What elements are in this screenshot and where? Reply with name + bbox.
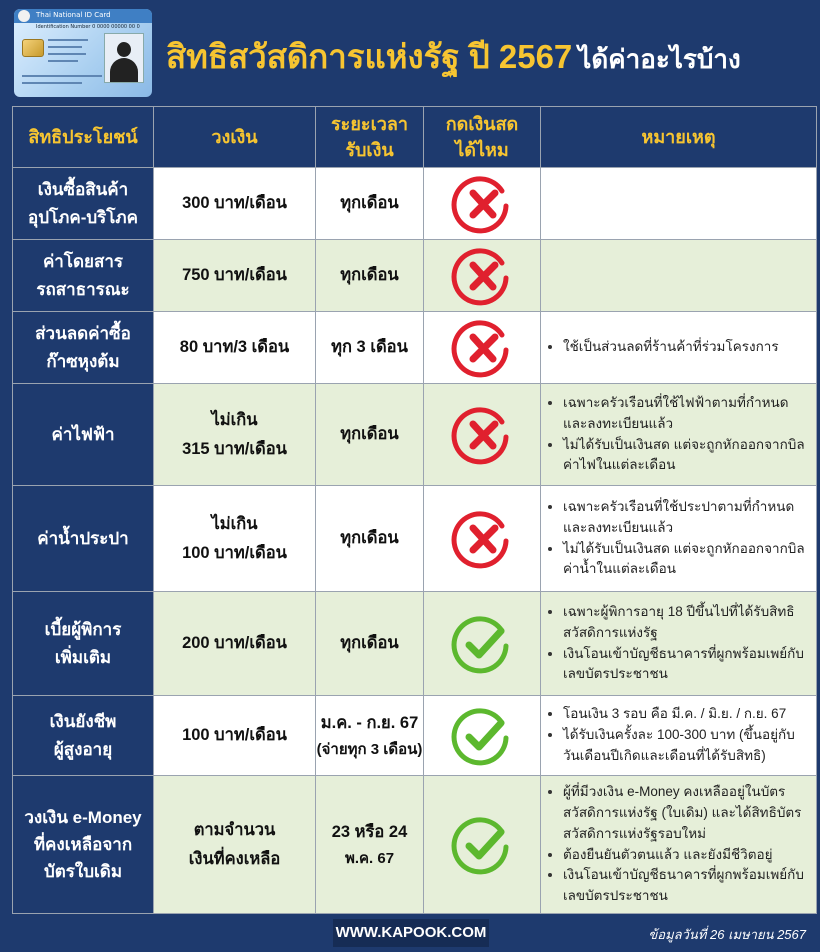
- table-row: [13, 776, 817, 914]
- note-item: • ไม่ได้รับเป็นเงินสด แต่จะถูกหักออกจากบิลค่าไฟในแต่ละเดือน: [563, 435, 810, 477]
- cash-cell: [424, 168, 541, 240]
- cross-icon: [451, 317, 513, 379]
- benefit-line: ค่าน้ำประปา: [37, 528, 129, 548]
- benefit-line: ก๊าซหุงต้ม: [46, 351, 120, 371]
- period-cell: [316, 312, 424, 384]
- benefit-line: ที่คงเหลือจาก: [33, 834, 133, 854]
- col-header-period-line: ระยะเวลา: [331, 113, 408, 134]
- amount-line: 100 บาท/เดือน: [182, 726, 287, 745]
- note-item: • ใช้เป็นส่วนลดที่ร้านค้าที่ร่วมโครงการ: [563, 337, 810, 358]
- page-title: [166, 30, 741, 83]
- note-item: • เงินโอนเข้าบัญชีธนาคารที่ผูกพร้อมเพย์กับเลขบัตรประชาชน: [563, 644, 810, 686]
- id-card-line: [22, 82, 82, 84]
- period-cell: [316, 240, 424, 312]
- cross-icon: [451, 245, 513, 307]
- notes-list: [549, 393, 810, 477]
- table-header-row: [13, 107, 817, 168]
- period-cell: [316, 776, 424, 914]
- col-header-benefit: [13, 107, 154, 168]
- amount-line: 315 บาท/เดือน: [182, 439, 287, 458]
- note-item: • ต้องยืนยันตัวตนแล้ว และยังมีชีวิตอยู่: [563, 845, 810, 866]
- id-card-title: Thai National ID Card: [36, 11, 111, 19]
- cash-cell: [424, 240, 541, 312]
- col-header-period: [316, 107, 424, 168]
- amount-cell: [154, 696, 316, 776]
- col-header-amount-label: วงเงิน: [211, 126, 258, 147]
- amount-line: ไม่เกิน: [211, 515, 258, 534]
- person-silhouette-icon: [104, 33, 144, 83]
- note-item: • ได้รับเงินครั้งละ 100-300 บาท (ขึ้นอยู่กับวันเดือนปีเกิดและเดือนที่ได้รับสิทธิ): [563, 725, 810, 767]
- id-card-line: [48, 46, 82, 48]
- benefit-line: ค่าโดยสาร: [42, 252, 124, 272]
- table-body: [13, 168, 817, 914]
- amount-cell: [154, 592, 316, 696]
- period-cell: [316, 696, 424, 776]
- id-card-line: [48, 53, 86, 55]
- notes-list: [549, 497, 810, 581]
- benefit-line: เงินยังชีพ: [49, 712, 117, 732]
- benefit-cell: [13, 486, 154, 592]
- benefit-cell: [13, 312, 154, 384]
- note-item: • โอนเงิน 3 รอบ คือ มี.ค. / มิ.ย. / ก.ย. 67: [563, 704, 810, 725]
- period-line: ทุกเดือน: [340, 634, 399, 653]
- col-header-cash-line: กดเงินสด: [445, 113, 519, 134]
- table-row: [13, 168, 817, 240]
- cash-cell: [424, 696, 541, 776]
- check-icon: [451, 613, 513, 675]
- amount-line: 300 บาท/เดือน: [182, 194, 287, 213]
- amount-line: 200 บาท/เดือน: [182, 634, 287, 653]
- benefit-cell: [13, 240, 154, 312]
- col-header-notes-label: หมายเหตุ: [641, 126, 716, 147]
- period-line: พ.ค. 67: [344, 849, 395, 867]
- period-cell: [316, 168, 424, 240]
- table-row: [13, 312, 817, 384]
- cash-cell: [424, 486, 541, 592]
- amount-line: 80 บาท/3 เดือน: [179, 338, 290, 357]
- amount-line: 100 บาท/เดือน: [182, 543, 287, 562]
- cross-icon: [451, 404, 513, 466]
- col-header-amount: [154, 107, 316, 168]
- period-cell: [316, 384, 424, 486]
- period-line: ทุกเดือน: [340, 529, 399, 548]
- benefit-cell: [13, 696, 154, 776]
- id-card-illustration: [14, 9, 152, 97]
- check-icon: [451, 705, 513, 767]
- table-row: [13, 696, 817, 776]
- notes-list: [549, 782, 810, 908]
- benefit-cell: [13, 168, 154, 240]
- period-line: ทุกเดือน: [340, 194, 399, 213]
- note-item: • ผู้ที่มีวงเงิน e-Money คงเหลืออยู่ในบัตรสวัสดิการแห่งรัฐ (ใบเดิม) และได้สิทธิบัตรสวัสดิการแห่งรัฐรอบใหม่: [563, 782, 810, 845]
- notes-cell: [541, 696, 817, 776]
- notes-cell: [541, 312, 817, 384]
- col-header-benefit-label: สิทธิประโยชน์: [28, 126, 138, 147]
- benefit-line: ค่าไฟฟ้า: [51, 424, 115, 444]
- col-header-period-line: รับเงิน: [345, 140, 394, 160]
- check-icon: [451, 814, 513, 876]
- amount-cell: [154, 312, 316, 384]
- notes-cell: [541, 168, 817, 240]
- col-header-cash-line: ได้ไหม: [455, 140, 509, 160]
- benefit-line: วงเงิน e-Money: [24, 807, 142, 827]
- id-card-line: [48, 39, 88, 41]
- amount-line: ตามจำนวน: [193, 821, 276, 840]
- amount-line: เงินที่คงเหลือ: [188, 849, 281, 868]
- period-line: ทุกเดือน: [340, 266, 399, 285]
- col-header-cash: [424, 107, 541, 168]
- cross-icon: [451, 173, 513, 235]
- note-item: • ไม่ได้รับเป็นเงินสด แต่จะถูกหักออกจากบิลค่าน้ำในแต่ละเดือน: [563, 539, 810, 581]
- note-item: • เฉพาะครัวเรือนที่ใช้ประปาตามที่กำหนดและลงทะเบียนแล้ว: [563, 497, 810, 539]
- period-cell: [316, 592, 424, 696]
- cash-cell: [424, 384, 541, 486]
- id-card-number-value: 0 0000 00000 00 0: [92, 24, 140, 30]
- notes-cell: [541, 384, 817, 486]
- benefit-line: เพิ่มเติม: [54, 647, 112, 667]
- note-item: • เฉพาะครัวเรือนที่ใช้ไฟฟ้าตามที่กำหนดและลงทะเบียนแล้ว: [563, 393, 810, 435]
- amount-cell: [154, 486, 316, 592]
- amount-line: ไม่เกิน: [211, 411, 258, 430]
- table-row: [13, 486, 817, 592]
- notes-list: [549, 602, 810, 686]
- id-card-number: [36, 24, 140, 30]
- benefit-line: อุปโภค-บริโภค: [27, 207, 138, 227]
- period-line: 23 หรือ 24: [331, 822, 408, 841]
- benefit-cell: [13, 384, 154, 486]
- amount-cell: [154, 168, 316, 240]
- cash-cell: [424, 312, 541, 384]
- cash-cell: [424, 776, 541, 914]
- period-line: ทุก 3 เดือน: [331, 338, 408, 357]
- site-url: WWW.KAPOOK.COM: [333, 919, 489, 947]
- table-row: [13, 240, 817, 312]
- chip-icon: [22, 39, 44, 57]
- notes-list: [549, 704, 810, 767]
- benefit-cell: [13, 776, 154, 914]
- benefit-line: เงินซื้อสินค้า: [37, 180, 129, 200]
- notes-cell: [541, 240, 817, 312]
- amount-line: 750 บาท/เดือน: [182, 266, 287, 285]
- benefits-table: [12, 106, 817, 914]
- id-card-number-label: Identification Number: [36, 24, 91, 30]
- data-date-note: ข้อมูลวันที่ 26 เมษายน 2567: [648, 927, 806, 942]
- notes-cell: [541, 592, 817, 696]
- col-header-notes: [541, 107, 817, 168]
- period-line: ทุกเดือน: [340, 425, 399, 444]
- notes-list: [549, 337, 810, 358]
- header: [0, 0, 820, 106]
- amount-cell: [154, 240, 316, 312]
- amount-cell: [154, 384, 316, 486]
- note-item: • เงินโอนเข้าบัญชีธนาคารที่ผูกพร้อมเพย์กับเลขบัตรประชาชน: [563, 865, 810, 907]
- cash-cell: [424, 592, 541, 696]
- note-item: • เฉพาะผู้พิการอายุ 18 ปีขึ้นไปที่ได้รับสิทธิสวัสดิการแห่งรัฐ: [563, 602, 810, 644]
- benefit-cell: [13, 592, 154, 696]
- page-title-sub: ได้ค่าอะไรบ้าง: [578, 44, 741, 74]
- notes-cell: [541, 486, 817, 592]
- id-card-line: [22, 75, 102, 77]
- cross-icon: [451, 508, 513, 570]
- period-line: ม.ค. - ก.ย. 67: [320, 713, 419, 732]
- amount-cell: [154, 776, 316, 914]
- period-line: (จ่ายทุก 3 เดือน): [316, 740, 423, 758]
- seal-icon: [18, 10, 30, 22]
- benefit-line: รถสาธารณะ: [36, 279, 130, 299]
- benefit-line: ส่วนลดค่าซื้อ: [35, 324, 131, 344]
- notes-cell: [541, 776, 817, 914]
- benefit-line: บัตรใบเดิม: [43, 862, 123, 882]
- table-row: [13, 384, 817, 486]
- page-title-main: สิทธิสวัสดิการแห่งรัฐ ปี 2567: [166, 38, 573, 75]
- id-card-line: [48, 60, 78, 62]
- period-cell: [316, 486, 424, 592]
- benefit-line: ผู้สูงอายุ: [53, 739, 113, 759]
- table-row: [13, 592, 817, 696]
- footer: [0, 916, 820, 952]
- benefit-line: เบี้ยผู้พิการ: [44, 620, 122, 640]
